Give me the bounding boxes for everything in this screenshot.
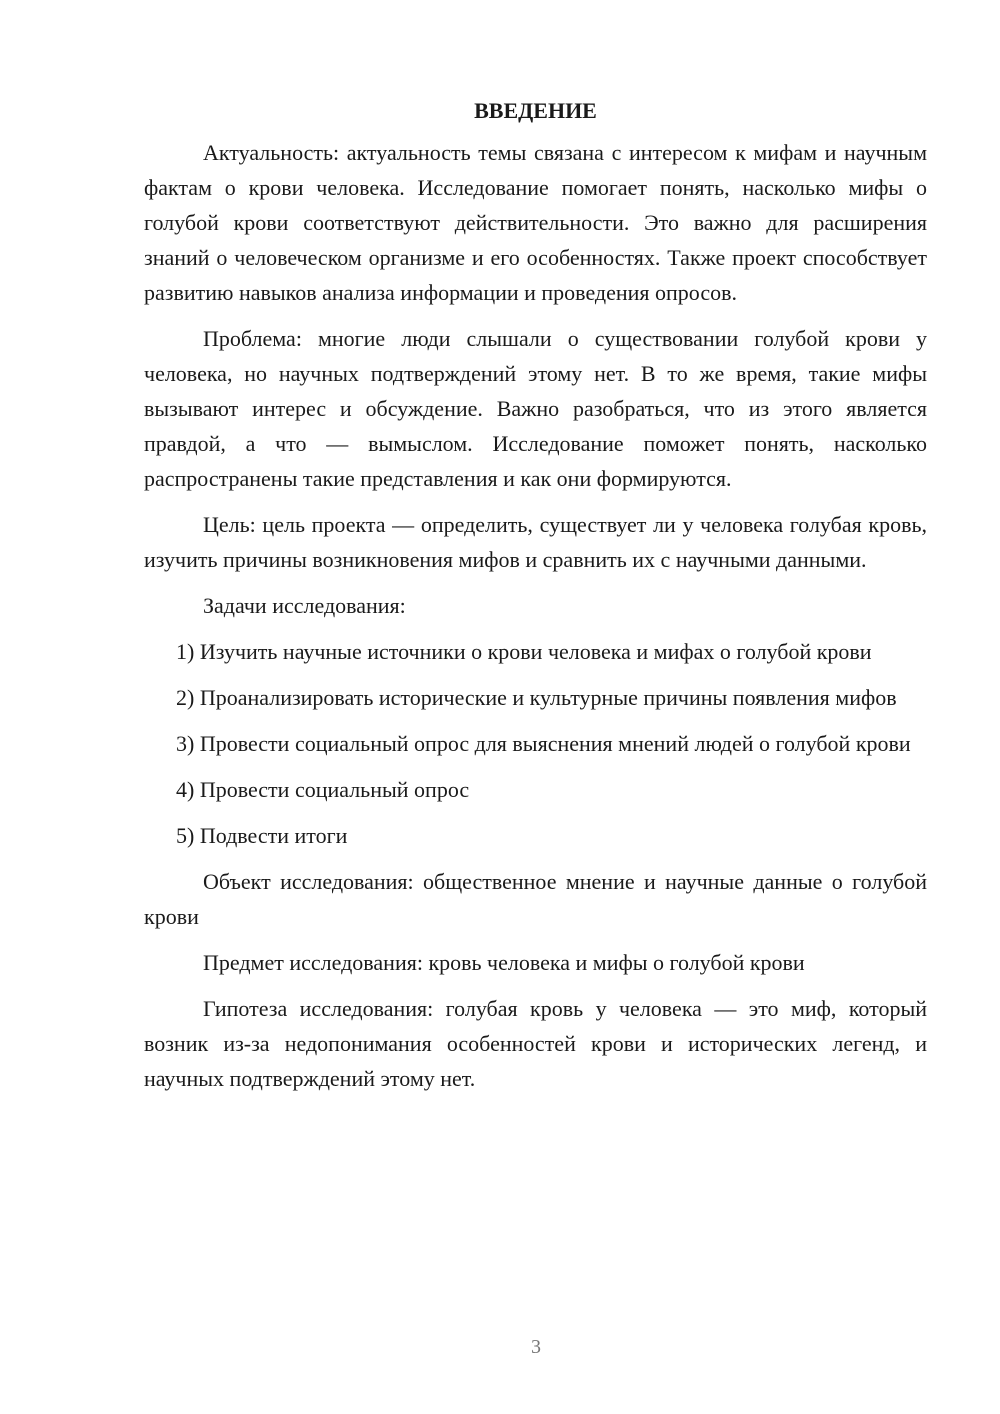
task-item-3: 3) Провести социальный опрос для выяснения мнений людей о голубой крови bbox=[176, 731, 911, 756]
section-title: ВВЕДЕНИЕ bbox=[474, 98, 597, 123]
paragraph-subject: Предмет исследования: кровь человека и мифы о голубой крови bbox=[203, 950, 805, 975]
paragraph-object: Объект исследования: общественное мнение и научные данные о голубой крови bbox=[144, 869, 927, 929]
paragraph-relevance: Актуальность: актуальность темы связана с интересом к мифам и научным фактам о крови человека. Исследование помогает понять, насколько мифы о голубой крови соответствуют действительности. Это важно для расширения знаний о человеческом организме и его особенностях. Также проект способствует развитию навыков анализа информации и проведения опросов. bbox=[144, 140, 927, 305]
paragraph-hypothesis: Гипотеза исследования: голубая кровь у человека — это миф, который возник из-за недопонимания особенностей крови и исторических легенд, и научных подтверждений этому нет. bbox=[144, 996, 927, 1091]
task-item-1: 1) Изучить научные источники о крови человека и мифах о голубой крови bbox=[176, 639, 872, 664]
page-content bbox=[144, 93, 927, 1096]
paragraph-problem: Проблема: многие люди слышали о существовании голубой крови у человека, но научных подтверждений этому нет. В то же время, такие мифы вызывают интерес и обсуждение. Важно разобраться, что из этого является правдой, а что — вымыслом. Исследование поможет понять, насколько распространены такие представления и как они формируются. bbox=[144, 326, 927, 491]
page-number: 3 bbox=[531, 1336, 541, 1358]
paragraph-goal: Цель: цель проекта — определить, существует ли у человека голубая кровь, изучить причины возникновения мифов и сравнить их с научными данными. bbox=[144, 512, 927, 572]
tasks-heading: Задачи исследования: bbox=[203, 593, 406, 618]
task-item-2: 2) Проанализировать исторические и культурные причины появления мифов bbox=[176, 685, 897, 710]
task-item-4: 4) Провести социальный опрос bbox=[176, 777, 470, 802]
task-item-5: 5) Подвести итоги bbox=[176, 823, 348, 848]
